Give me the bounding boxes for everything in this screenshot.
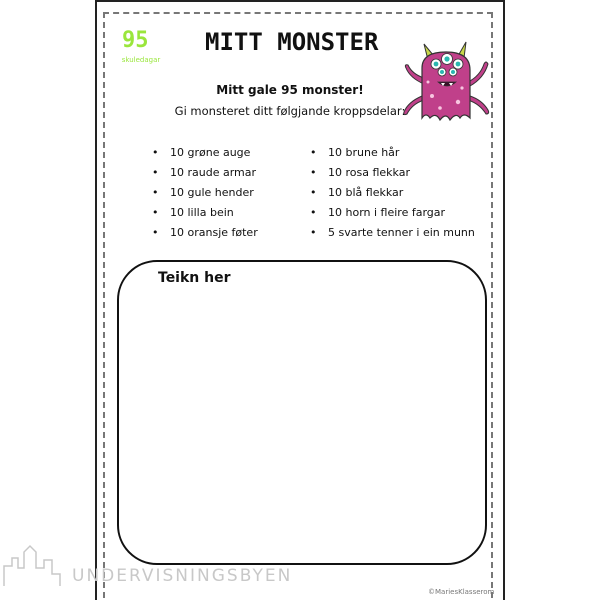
watermark-text: UNDERVISNINGSBYEN — [72, 566, 293, 586]
list-item: • 10 brune hår — [310, 143, 475, 163]
list-item: • 10 gule hender — [152, 183, 258, 203]
bullet-icon: • — [152, 186, 159, 199]
page-top-border — [95, 0, 505, 2]
instruction-text: Gi monsteret ditt følgjande kroppsdelar: — [174, 104, 406, 118]
body-parts-list-right — [310, 143, 475, 243]
bullet-icon: • — [310, 226, 317, 239]
list-item: • 10 blå flekkar — [310, 183, 475, 203]
list-item: • 10 lilla bein — [152, 203, 258, 223]
days-label: skuledagar — [121, 56, 161, 64]
days-number: 95 — [122, 28, 149, 53]
bullet-icon: • — [152, 166, 159, 179]
page-title: MITT MONSTER — [205, 28, 379, 56]
bullet-icon: • — [152, 226, 159, 239]
bullet-icon: • — [310, 186, 317, 199]
bullet-icon: • — [310, 206, 317, 219]
list-item: • 10 raude armar — [152, 163, 258, 183]
bullet-icon: • — [152, 146, 159, 159]
subtitle: Mitt gale 95 monster! — [216, 83, 364, 97]
list-item: • 10 rosa flekkar — [310, 163, 475, 183]
list-item: • 5 svarte tenner i ein munn — [310, 223, 475, 243]
drawing-area-label: Teikn her — [158, 270, 231, 286]
list-item: • 10 horn i fleire fargar — [310, 203, 475, 223]
copyright-text: ©MariesKlasserom — [428, 588, 495, 596]
list-item: • 10 grøne auge — [152, 143, 258, 163]
body-parts-list-left — [152, 143, 258, 243]
bullet-icon: • — [310, 146, 317, 159]
drawing-area[interactable] — [117, 260, 487, 565]
bullet-icon: • — [310, 166, 317, 179]
list-item: • 10 oransje føter — [152, 223, 258, 243]
bullet-icon: • — [152, 206, 159, 219]
